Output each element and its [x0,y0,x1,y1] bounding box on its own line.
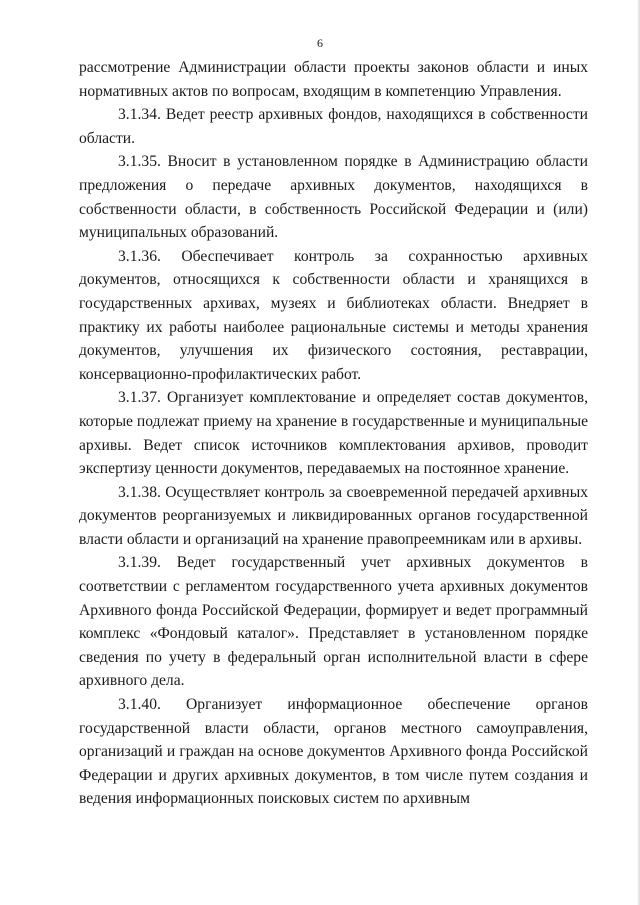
paragraph-3-1-36: 3.1.36. Обеспечивает контроль за сохранностью архивных документов, относящихся к собственности области и хранящихся в государственных архивах, музеях и библиотеках области. Внедряет в практику их работы наиболее рациональные системы и методы хранения документов, улучшения их физического состояния, реставрации, консервационно-профилактических работ. [79,247,588,383]
paragraph-continuation: рассмотрение Администрации области проекты законов области и иных нормативных актов по вопросам, входящим в компетенцию Управления. [79,59,588,100]
page-number: 6 [317,36,323,50]
paragraph-3-1-37: 3.1.37. Организует комплектование и определяет состав документов, которые подлежат приему на хранение в государственные и муниципальные архивы. Ведет список источников комплектования архивов, проводит экспертизу ценности документов, передаваемых на постоянное хранение. [79,389,588,478]
paragraph-3-1-34: 3.1.34. Ведет реестр архивных фондов, находящихся в собственности области. [79,106,588,147]
paragraph-3-1-40: 3.1.40. Организует информационное обеспечение органов государственной власти области, органов местного самоуправления, организаций и граждан на основе документов Архивного фонда Российской Федерации и других архивных документов, в том числе путем создания и ведения информационных поисковых систем по архивным [79,696,588,808]
paragraph-3-1-39: 3.1.39. Ведет государственный учет архивных документов в соответствии с регламентом государственного учета архивных документов Архивного фонда Российской Федерации, формирует и ведет программный комплекс «Фондовый каталог». Представляет в установленном порядке сведения по учету в федеральный орган исполнительной власти в сфере архивного дела. [79,554,588,690]
paragraph-3-1-38: 3.1.38. Осуществляет контроль за своевременной передачей архивных документов реорганизуемых и ликвидированных органов государственной власти области и организаций на хранение правопреемникам или в архивы. [79,483,588,548]
paragraph-3-1-35: 3.1.35. Вносит в установленном порядке в Администрацию области предложения о передаче архивных документов, находящихся в собственности области, в собственность Российской Федерации и (или) муниципальных образований. [79,153,588,242]
document-body [79,56,588,811]
